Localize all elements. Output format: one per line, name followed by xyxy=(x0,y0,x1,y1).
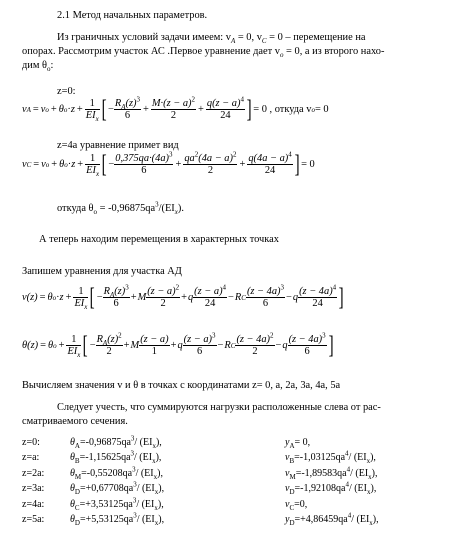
equation-theta-z: θ(z) = θ o + $\frac{1}{EI_x}$ [ − $\frac{R_A(z)^2}{2}$ + M $\frac{(z - a)}{1}$ + q $\frac{(z - a)^3}{6}$ − R C $\frac{(z - 4a)^2}{2}$ − q $\frac{(z - 4a)^3}{6}$ ] xyxy=(22,331,334,360)
equation-vc: v C = v o + θ o · z + $\frac{1}{EI_x}$ [ − $\frac{0,375qa\cdot(4a)^3}{6}$ + $\frac{qa^2(4a - a)^2}{2}$ + $\frac{q(4a - a)^4}{24}$ ] = 0 xyxy=(22,150,315,179)
z0-label: z=0: xyxy=(57,86,76,97)
paragraph-note-line-1: Следует учесть, что суммируются нагрузки расположенные слева от рас- xyxy=(57,402,381,413)
paragraph-characteristic-points: А теперь находим перемещения в характерных точках xyxy=(39,234,279,245)
paragraph-boundary-conditions-line-3: дим $\theta_о$: xyxy=(22,60,54,74)
result-theta: $\theta_C=+3,53125qa^3/$ $(EI_x)$, xyxy=(70,496,164,512)
theta0-result: откуда $\theta_о = -0,96875qa^3/(EI_x)$. xyxy=(57,200,184,217)
result-z-label: z=0: xyxy=(22,437,40,448)
result-theta: $\theta_D=+5,53125qa^3/$ $(EI_x)$, xyxy=(70,511,165,527)
equation-va: v A = v o + θ o · z + $\frac{1}{EI_x}$ [ − $\frac{R_A(z)^3}{6}$ + $\frac{M\cdot(z - a)^2}{2}$ + $\frac{q(z - a)^4}{24}$ ] = 0 , откуда v o = 0 xyxy=(22,95,329,124)
paragraph-compute-values: Вычисляем значения v и θ в точках с координатами z= 0, a, 2a, 3a, 4a, 5a xyxy=(22,380,341,391)
result-v: $v_M=-1,89583qa^4/$ $(EI_x)$, xyxy=(285,465,378,481)
paragraph-equations-ad: Запишем уравнения для участка АД xyxy=(22,266,182,277)
result-v: $v_B=-1,03125qa^4/$ $(EI_x)$, xyxy=(285,450,376,466)
section-heading: 2.1 Метод начальных параметров. xyxy=(57,10,208,21)
equation-vz: v(z) = θ o · z + $\frac{1}{EI_x}$ [ − $\frac{R_A(z)^3}{6}$ + M $\frac{(z - a)^2}{2}$ + q $\frac{(z - a)^4}{24}$ − R C $\frac{(z - 4a)^3}{6}$ − q $\frac{(z - 4a)^4}{24}$ ] xyxy=(22,283,344,312)
result-theta: $\theta_M=-0,55208qa^3/$ $(EI_x)$, xyxy=(70,465,163,481)
z4a-label: z=4a уравнение примет вид xyxy=(57,140,179,151)
result-v: $v_C=0$, xyxy=(285,498,308,512)
result-v: $y_D=+4,86459qa^4/$ $(EI_x)$, xyxy=(285,511,379,527)
result-z-label: z=5a: xyxy=(22,514,45,525)
result-theta: $\theta_B=-1,15625qa^3/$ $(EI_x)$, xyxy=(70,450,162,466)
paragraph-note-line-2: сматриваемого сечения. xyxy=(22,416,128,427)
paragraph-boundary-conditions-line-2: опорах. Рассмотрим участок АС .Первое уравнение дает $v_o = 0$, а из второго нахо- xyxy=(22,46,385,60)
result-v: $y_A= 0$, xyxy=(285,437,311,450)
paragraph-boundary-conditions-line-1: Из граничных условий задачи имеем: $v_A = 0$, $v_C = 0$ – перемещение на xyxy=(57,32,366,46)
result-theta: $\theta_A=-0,96875qa^3/$ $(EI_x)$, xyxy=(70,434,162,450)
result-z-label: z=a: xyxy=(22,452,40,464)
result-theta: $\theta_D=+0,67708qa^3/$ $(EI_x)$, xyxy=(70,480,165,497)
result-z-label: z=2a: xyxy=(22,467,45,479)
result-z-label: z=4a: xyxy=(22,498,45,510)
result-z-label: z=3a: xyxy=(22,483,45,495)
result-v: $v_D=-1,92108qa^4/$ $(EI_x)$, xyxy=(285,480,377,497)
